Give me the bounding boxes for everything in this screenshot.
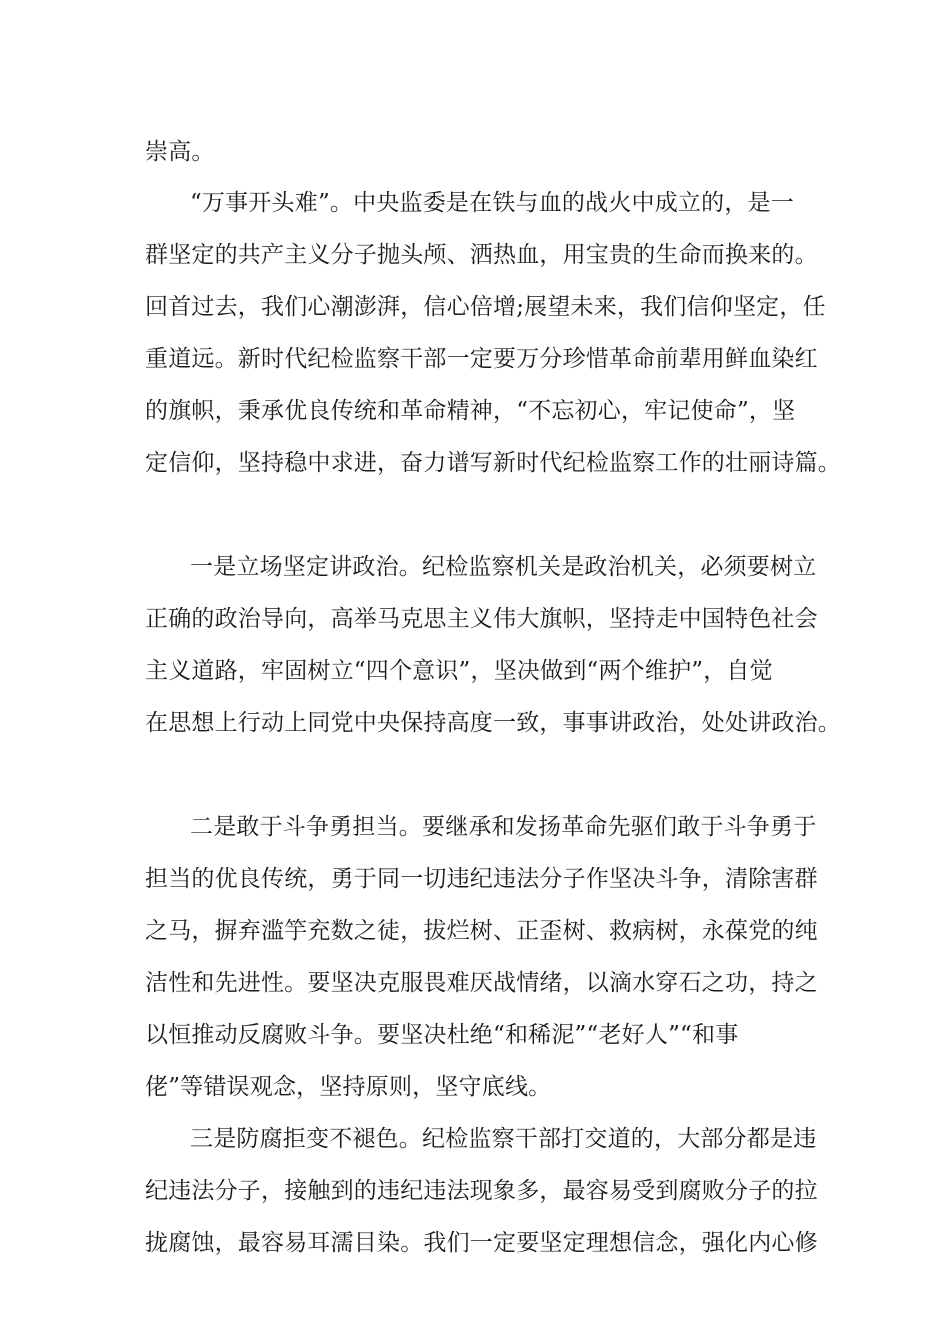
text-line: 二是敢于斗争勇担当。要继承和发扬革命先驱们敢于斗争勇于 <box>190 814 817 840</box>
text-line: 以恒推动反腐败斗争。要坚决杜绝“和稀泥”“老好人”“和事 <box>145 1022 739 1048</box>
text-line: 重道远。新时代纪检监察干部一定要万分珍惜革命前辈用鲜血染红 <box>145 346 818 372</box>
text-line: 的旗帜，秉承优良传统和革命精神，“不忘初心，牢记使命”，坚 <box>145 398 796 424</box>
text-line: “万事开头难”。中央监委是在铁与血的战火中成立的，是一 <box>190 190 794 216</box>
text-line: 回首过去，我们心潮澎湃，信心倍增;展望未来，我们信仰坚定，任 <box>145 294 826 320</box>
text-line: 正确的政治导向，高举马克思主义伟大旗帜，坚持走中国特色社会 <box>145 606 818 632</box>
text-line: 担当的优良传统，勇于同一切违纪违法分子作坚决斗争，清除害群 <box>145 866 818 892</box>
text-line: 三是防腐拒变不褪色。纪检监察干部打交道的，大部分都是违 <box>190 1126 817 1152</box>
text-line: 主义道路，牢固树立“四个意识”，坚决做到“两个维护”，自觉 <box>145 658 773 684</box>
text-line: 拢腐蚀，最容易耳濡目染。我们一定要坚定理想信念，强化内心修 <box>145 1230 818 1256</box>
text-line: 群坚定的共产主义分子抛头颅、洒热血，用宝贵的生命而换来的。 <box>145 242 818 268</box>
text-line: 一是立场坚定讲政治。纪检监察机关是政治机关，必须要树立 <box>190 554 817 580</box>
text-line: 纪违法分子，接触到的违纪违法现象多，最容易受到腐败分子的拉 <box>145 1178 818 1204</box>
text-line: 定信仰，坚持稳中求进，奋力谱写新时代纪检监察工作的壮丽诗篇。 <box>145 450 841 476</box>
text-line: 之马，摒弃滥竽充数之徒，拔烂树、正歪树、救病树，永葆党的纯 <box>145 918 818 944</box>
text-line: 崇高。 <box>145 139 215 165</box>
text-line: 洁性和先进性。要坚决克服畏难厌战情绪，以滴水穿石之功，持之 <box>145 970 818 996</box>
text-line: 佬”等错误观念，坚持原则，坚守底线。 <box>145 1074 552 1100</box>
text-line: 在思想上行动上同党中央保持高度一致，事事讲政治，处处讲政治。 <box>145 710 841 736</box>
